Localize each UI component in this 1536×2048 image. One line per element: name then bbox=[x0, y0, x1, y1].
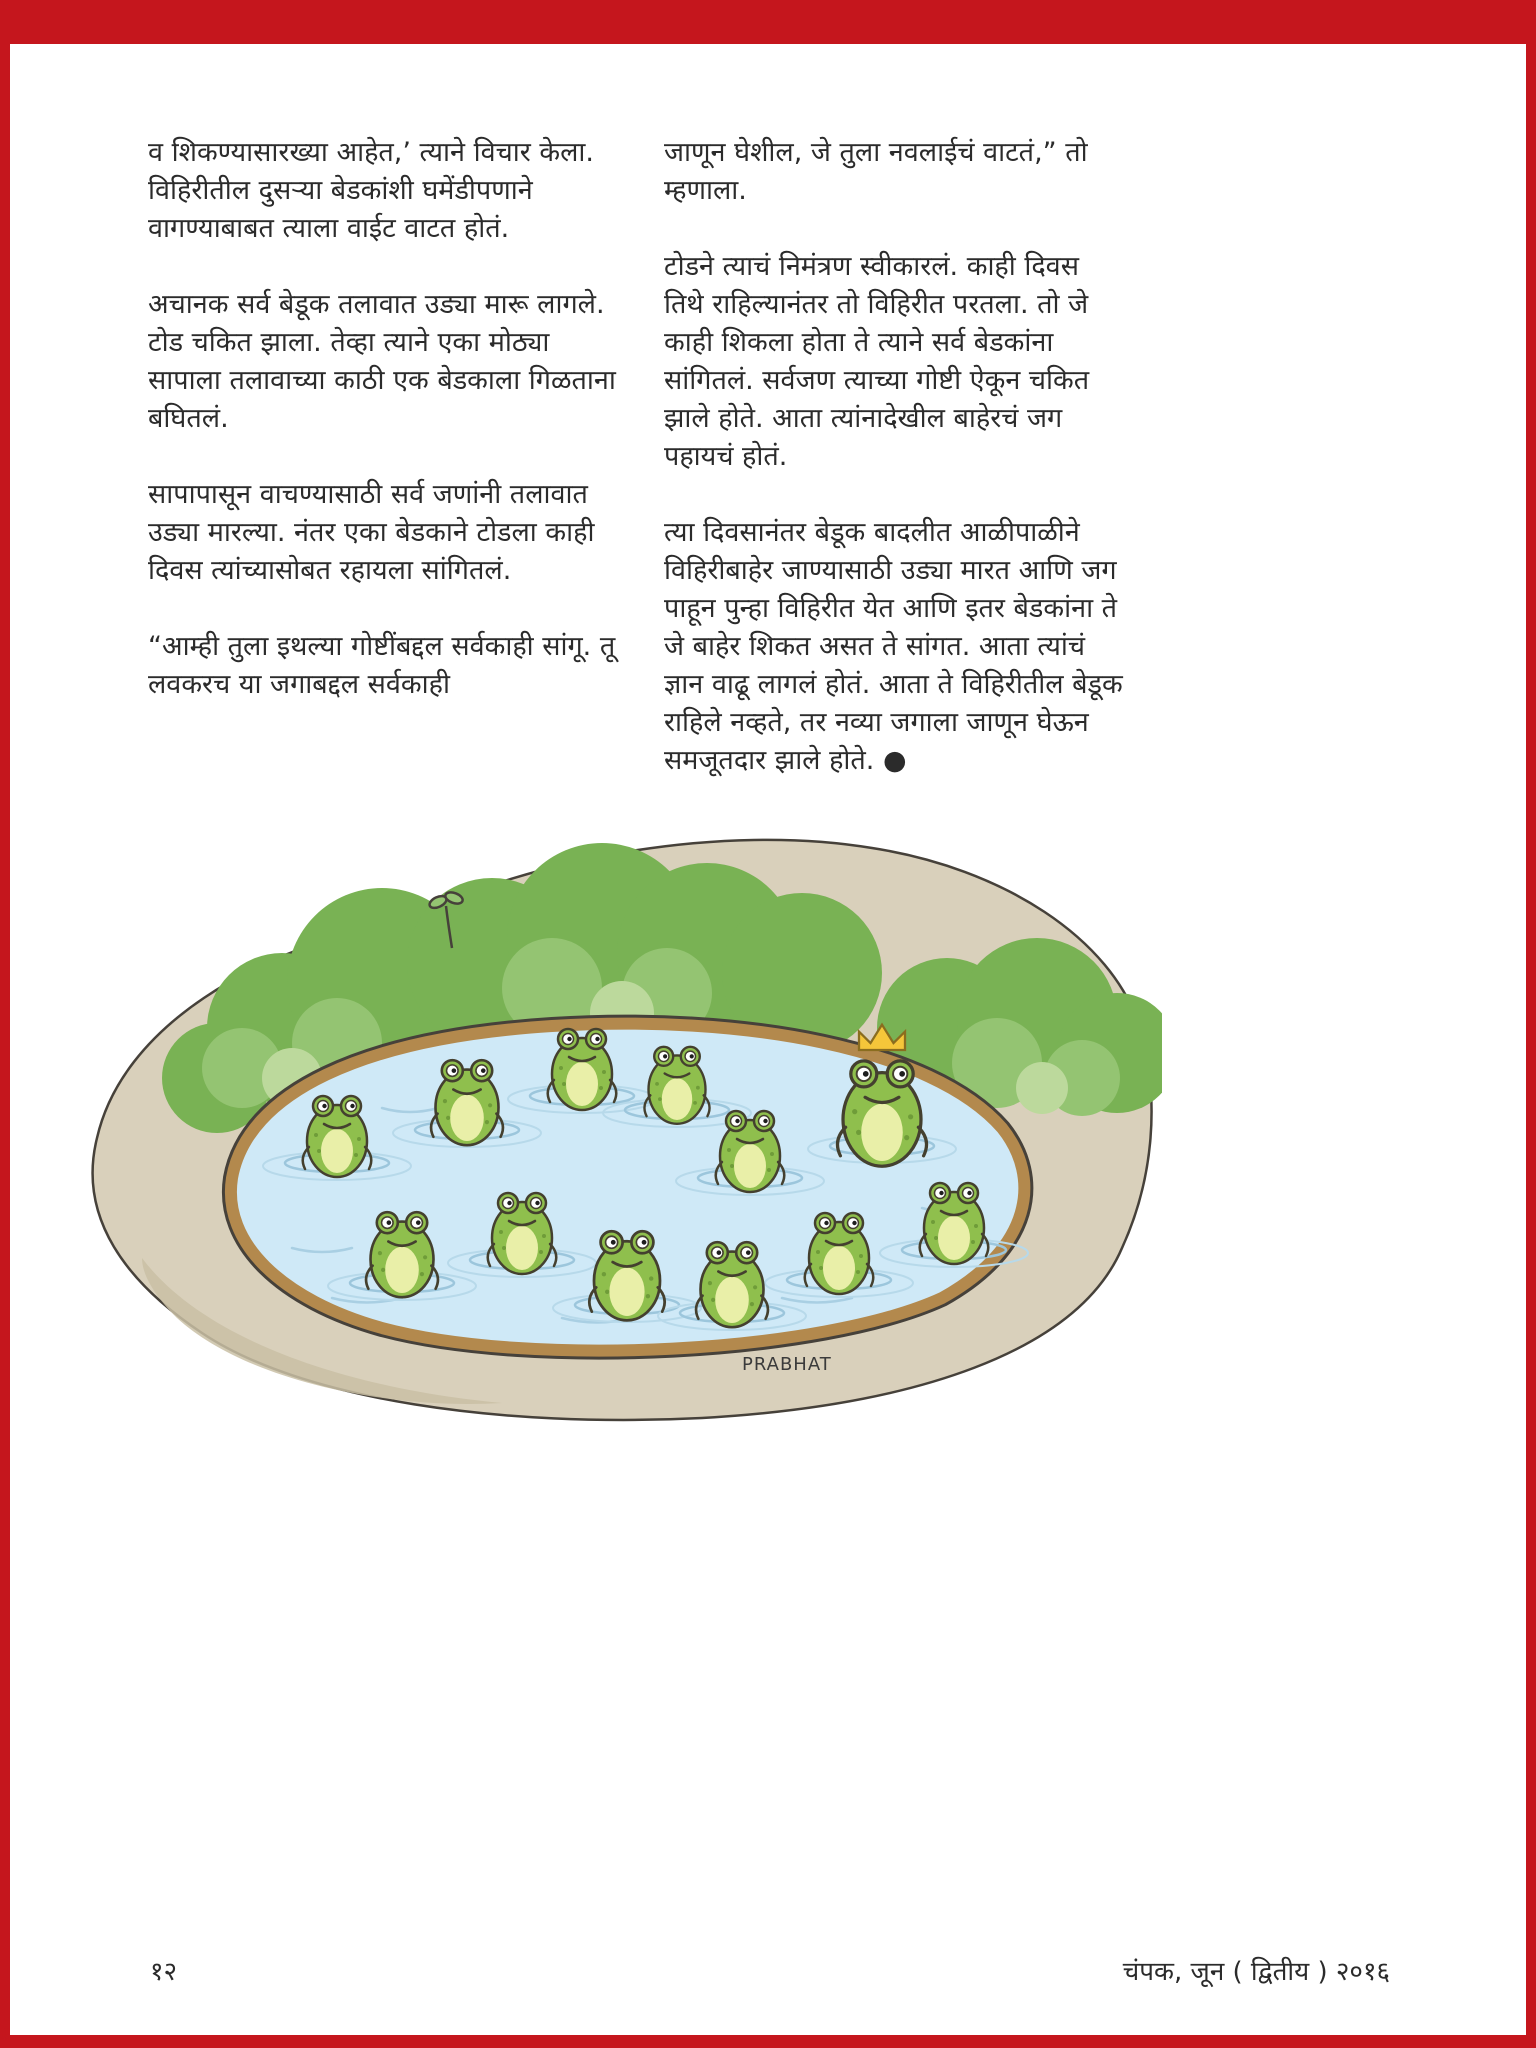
story-paragraph: टोडने त्याचं निमंत्रण स्वीकारलं. काही दिवस तिथे राहिल्यानंतर तो विहिरीत परतला. तो जे काही शिकला होता ते त्याने सर्व बेडकांना सांगितलं. सर्वजण त्याच्या गोष्टी ऐकून चकित झाले होते. आता त्यांनादेखील बाहेरचं जग पहायचं होतं. bbox=[664, 251, 1090, 472]
frog bbox=[920, 1183, 989, 1264]
frog bbox=[431, 1060, 503, 1145]
frog bbox=[805, 1213, 874, 1294]
frog bbox=[644, 1047, 709, 1124]
page-border-left bbox=[0, 0, 10, 2048]
story-text bbox=[148, 134, 1126, 818]
story-paragraph: व शिकण्यासारख्या आहेत,’ त्याने विचार केला. विहिरीतील दुसऱ्या बेडकांशी घमेंडीपणाने वागण्याबाबत त्याला वाईट वाटत होतं. bbox=[148, 137, 594, 244]
story-paragraph: त्या दिवसानंतर बेडूक बादलीत आळीपाळीने विहिरीबाहेर जाण्यासाठी उड्या मारत आणि जग पाहून पुन्हा विहिरीत येत आणि इतर बेडकांना ते जे बाहेर शिकत असत ते सांगत. आता त्यांचं ज्ञान वाढू लागलं होतं. आता ते विहिरीतील बेडूक राहिले नव्हते, तर नव्या जगाला जाणून घेऊन समजूतदार झाले होते. ● bbox=[664, 517, 1123, 776]
pond-frogs-illustration bbox=[82, 778, 1162, 1438]
frog bbox=[589, 1231, 664, 1320]
frog bbox=[303, 1096, 372, 1177]
story-paragraph: सापापासून वाचण्यासाठी सर्व जणांनी तलावात उड्या मारल्या. नंतर एका बेडकाने टोडला काही दिवस त्यांच्यासोबत रहायला सांगितलं. bbox=[148, 479, 595, 586]
page-border-right bbox=[1526, 0, 1536, 2048]
frog bbox=[696, 1242, 768, 1327]
page-border-bottom bbox=[0, 2035, 1536, 2048]
page-number: १२ bbox=[150, 1957, 178, 1987]
story-paragraph: अचानक सर्व बेडूक तलावात उड्या मारू लागले. टोड चकित झाला. तेव्हा त्याने एका मोठ्या सापाला तलावाच्या काठी एक बेडकाला गिळताना बघितलं. bbox=[148, 289, 616, 434]
illustration-credit: PRABHAT bbox=[742, 1354, 832, 1375]
story-paragraph: “आम्ही तुला इथल्या गोष्टींबद्दल सर्वकाही सांगू. तू लवकरच या जगाबद्दल सर्वकाही bbox=[148, 631, 616, 700]
left-column bbox=[148, 134, 618, 818]
story-paragraph: जाणून घेशील, जे तुला नवलाईचं वाटतं,” तो म्हणाला. bbox=[664, 137, 1088, 206]
right-column bbox=[664, 134, 1126, 818]
frog bbox=[366, 1212, 438, 1297]
frog bbox=[548, 1029, 617, 1110]
page-border-top bbox=[0, 0, 1536, 44]
frog bbox=[716, 1111, 785, 1192]
magazine-issue-info: चंपक, जून ( द्वितीय ) २०१६ bbox=[1122, 1957, 1390, 1987]
frog bbox=[488, 1193, 557, 1274]
